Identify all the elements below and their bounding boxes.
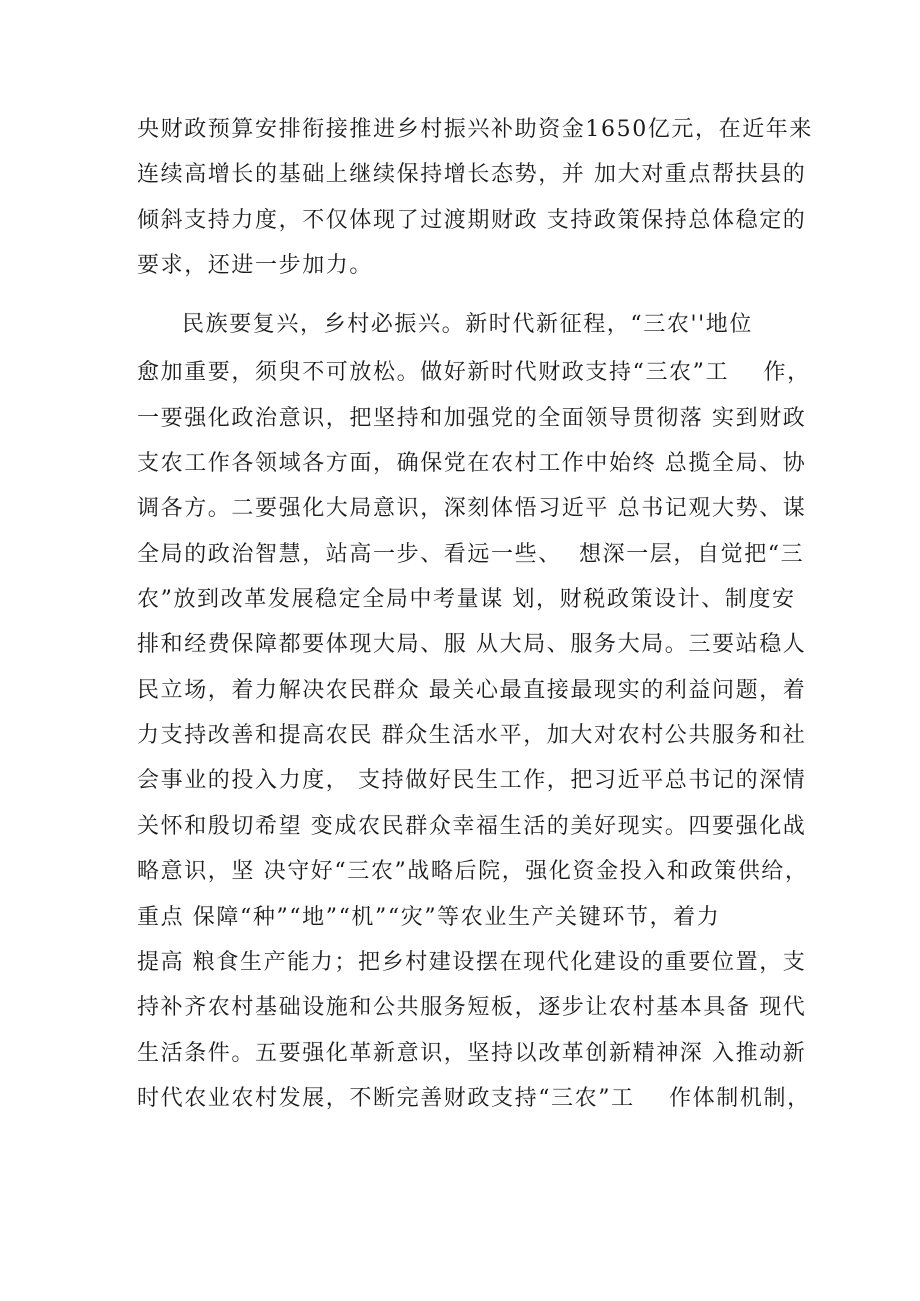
text-line: 全局的政治智慧，站高一步、看远一些、 想深一层，自觉把“三 xyxy=(137,542,805,567)
text-line: 关怀和殷切希望 变成农民群众幸福生活的美好现实。四要强化战 xyxy=(137,814,807,839)
text-line: 央财政预算安排衔接推进乡村振兴补助资金1650亿元，在近年来 xyxy=(137,117,813,142)
paragraph-first-line: 民族要复兴，乡村必振兴。新时代新征程，“三农''地位 xyxy=(182,312,753,337)
text-line: 支农工作各领域各方面，确保党在农村工作中始终 总揽全局、协 xyxy=(137,451,807,476)
text-line: 倾斜支持力度，不仅体现了过渡期财政 支持政策保持总体稳定的 xyxy=(137,208,807,233)
text-line: 一要强化政治意识，把坚持和加强党的全面领导贯彻落 实到财政 xyxy=(137,406,807,431)
text-line: 持补齐农村基础设施和公共服务短板，逐步让农村基本具备 现代 xyxy=(137,995,807,1020)
text-line: 排和经费保障都要体现大局、服 从大局、服务大局。三要站稳人 xyxy=(137,632,807,657)
text-line: 调各方。二要强化大局意识，深刻体悟习近平 总书记观大势、谋 xyxy=(137,496,807,521)
text-line: 愈加重要，须臾不可放松。做好新时代财政支持“三农”工 作， xyxy=(137,360,811,385)
text-line: 力支持改善和提高农民 群众生活水平，加大对农村公共服务和社 xyxy=(137,723,807,748)
text-line: 民立场，着力解决农民群众 最关心最直接最现实的利益问题，着 xyxy=(137,678,807,703)
text-line: 提高 粮食生产能力；把乡村建设摆在现代化建设的重要位置，支 xyxy=(137,950,807,975)
text-line: 连续高增长的基础上继续保持增长态势，并 加大对重点帮扶县的 xyxy=(137,162,807,187)
text-line: 时代农业农村发展，不断完善财政支持“三农”工 作体制机制， xyxy=(137,1086,811,1111)
text-line: 重点 保障“种”“地”“机”“灾”等农业生产关键环节，着力 xyxy=(137,905,721,930)
text-line: 略意识，坚 决守好“三农”战略后院，强化资金投入和政策供给， xyxy=(137,859,809,884)
text-line: 要求，还进一步加力。 xyxy=(137,253,374,278)
text-line: 生活条件。五要强化革新意识，坚持以改革创新精神深 入推动新 xyxy=(137,1041,807,1066)
text-line: 会事业的投入力度， 支持做好民生工作，把习近平总书记的深情 xyxy=(137,768,807,793)
text-line: 农”放到改革发展稳定全局中考量谋 划，财税政策设计、制度安 xyxy=(137,587,796,612)
